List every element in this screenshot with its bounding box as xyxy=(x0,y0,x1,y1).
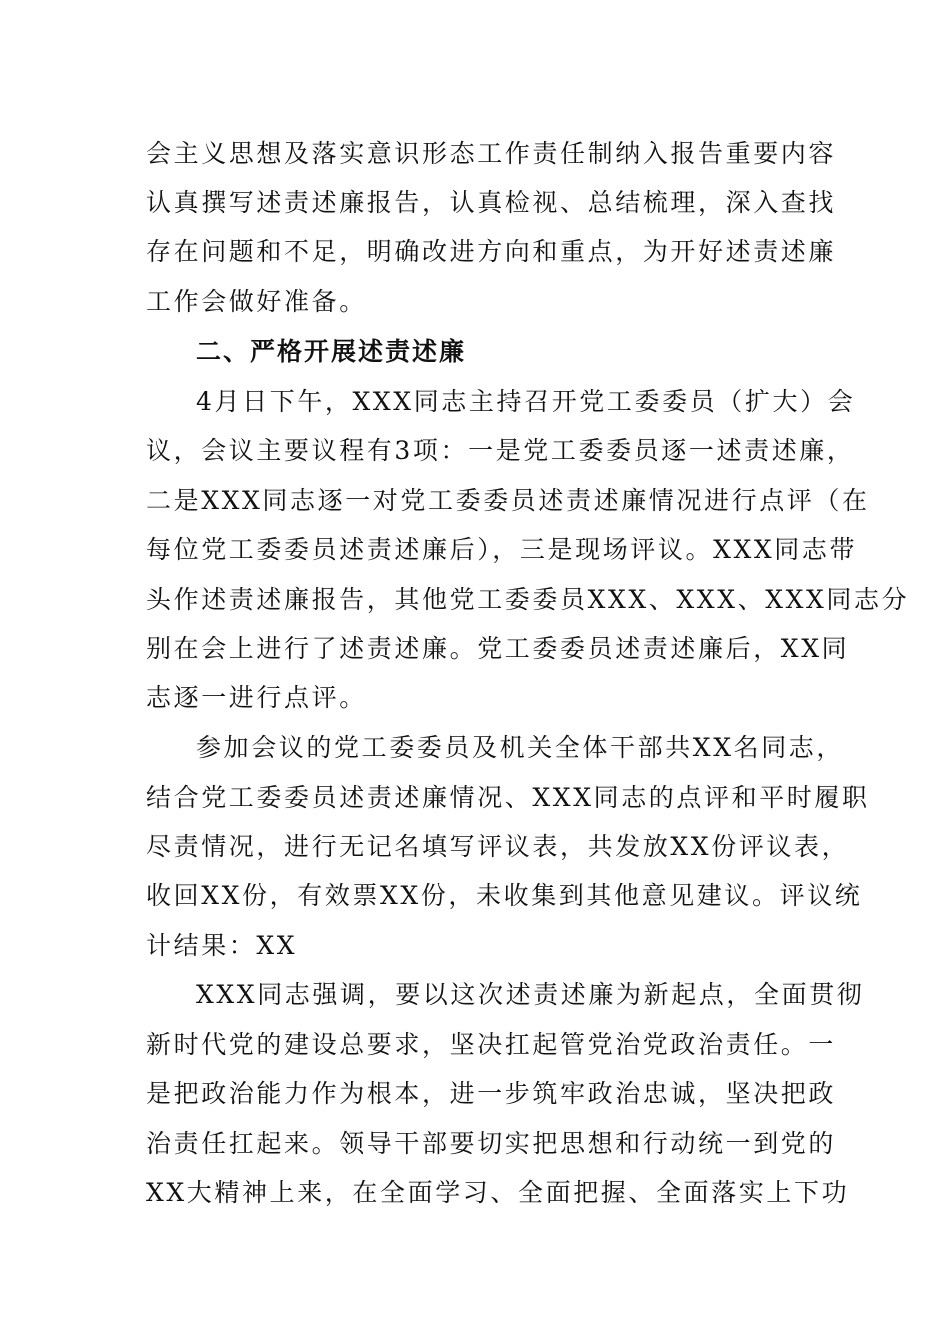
body-text-line: 计结果：XX xyxy=(146,931,298,960)
body-text-line: 志逐一进行点评。 xyxy=(146,683,367,712)
body-text-line: 每位党工委委员述责述廉后），三是现场评议。XXX同志带 xyxy=(146,535,858,564)
body-text-line: 别在会上进行了述责述廉。党工委委员述责述廉后，XX同 xyxy=(146,634,850,663)
body-text-line: 会主义思想及落实意识形态工作责任制纳入报告重要内容 xyxy=(146,139,837,168)
body-text-line: 4月日下午，XXX同志主持召开党工委委员（扩大）会 xyxy=(196,387,856,416)
body-text-line: 结合党工委委员述责述廉情况、XXX同志的点评和平时履职 xyxy=(146,783,870,812)
body-text-line: 新时代党的建设总要求，坚决扛起管党治党政治责任。一 xyxy=(146,1030,837,1059)
body-text-line: 是把政治能力作为根本，进一步筑牢政治忠诚，坚决把政 xyxy=(146,1079,837,1108)
body-text-line: 收回XX份，有效票XX份，未收集到其他意见建议。评议统 xyxy=(146,881,863,910)
body-text-line: XXX同志强调，要以这次述责述廉为新起点，全面贯彻 xyxy=(196,980,865,1009)
body-text-line: XX大精神上来，在全面学习、全面把握、全面落实上下功 xyxy=(146,1178,850,1207)
body-text-line: 尽责情况，进行无记名填写评议表，共发放XX份评议表， xyxy=(146,832,850,861)
body-text-line: 治责任扛起来。领导干部要切实把思想和行动统一到党的 xyxy=(146,1129,837,1158)
body-text-line: 头作述责述廉报告，其他党工委委员XXX、XXX、XXX同志分 xyxy=(146,585,910,614)
body-text-line: 工作会做好准备。 xyxy=(146,287,367,316)
section-heading: 二、严格开展述责述廉 xyxy=(196,337,467,366)
body-text-line: 议，会议主要议程有3项：一是党工委委员逐一述责述廉， xyxy=(146,436,855,465)
body-text-line: 认真撰写述责述廉报告，认真检视、总结梳理，深入查找 xyxy=(146,188,837,217)
body-text-line: 二是XXX同志逐一对党工委委员述责述廉情况进行点评（在 xyxy=(146,486,870,515)
body-text-line: 存在问题和不足，明确改进方向和重点，为开好述责述廉 xyxy=(146,237,837,266)
body-text-line: 参加会议的党工委委员及机关全体干部共XX名同志， xyxy=(196,733,844,762)
